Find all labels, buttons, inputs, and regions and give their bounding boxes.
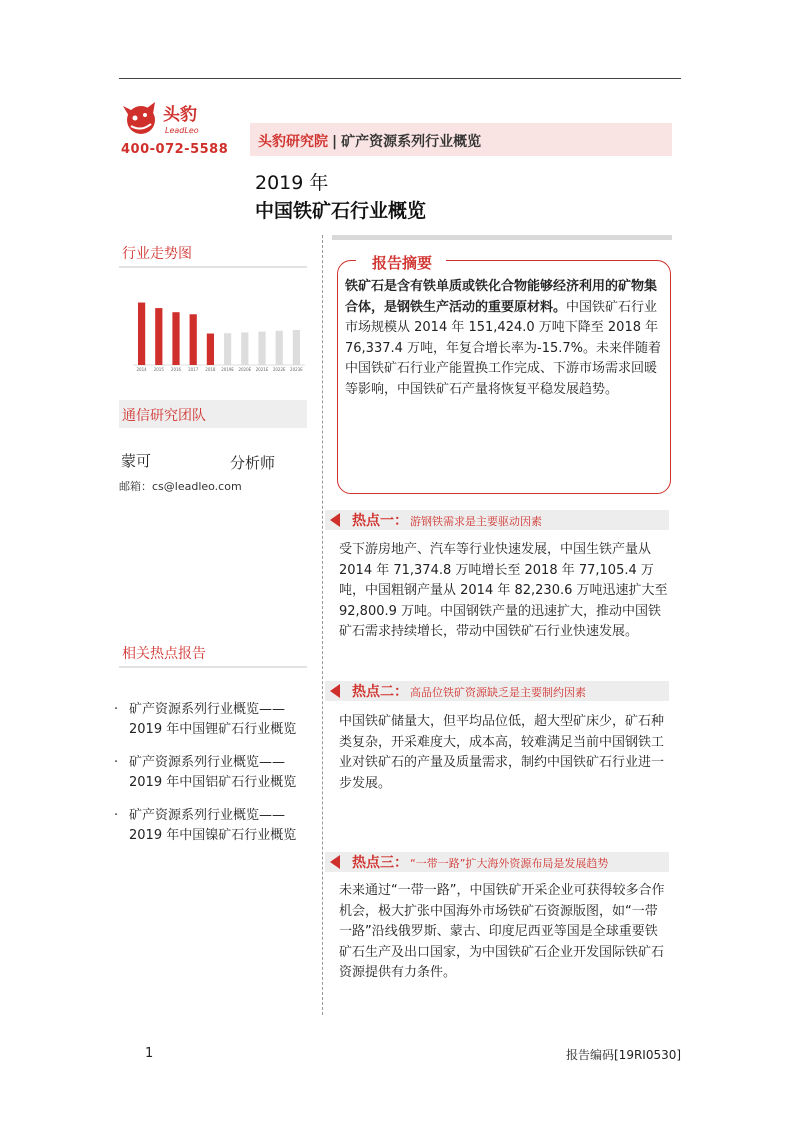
chart-bar bbox=[241, 332, 248, 365]
bullet: · bbox=[114, 808, 119, 823]
triangle-icon bbox=[330, 513, 340, 527]
related-report-item[interactable] bbox=[114, 753, 314, 793]
chart-bar bbox=[207, 334, 214, 365]
related-report-line1: 矿产资源系列行业概览—— bbox=[129, 755, 286, 770]
hotspot-1-body: 受下游房地产、汽车等行业快速发展，中国生铁产量从 2014 年 71,374.8 万吨增长至 2018 年 77,105.4 万吨，中国粗钢产量从 2014 年 82,230.6 万吨迅速扩大至 92,800.9 万吨。中国钢铁产量的迅速扩大，推动中国铁矿石需求持续增长，带动中国铁矿石行业快速发展。 bbox=[339, 542, 668, 639]
summary-text bbox=[345, 277, 663, 400]
chart-bar bbox=[190, 314, 197, 365]
chart-bar bbox=[172, 312, 179, 365]
industry-trend-chart bbox=[119, 283, 309, 373]
report-code: 报告编码[19RI0530] bbox=[566, 1048, 682, 1062]
chart-tick-label: 2014 bbox=[136, 367, 147, 372]
header-separator: | bbox=[332, 134, 338, 150]
hotspot-subtitle: “一带一路”扩大海外资源布局是发展趋势 bbox=[410, 857, 609, 870]
logo-cn-text: 头豹 bbox=[163, 105, 197, 125]
hotspot-2-body: 中国铁矿储量大，但平均品位低，超大型矿床少，矿石种类复杂，开采难度大，成本高，较难满足当前中国钢铁工业对铁矿石的产量及质量需求，制约中国铁矿石行业进一步发展。 bbox=[339, 714, 665, 791]
hotspot-3-header bbox=[325, 852, 669, 872]
summary-title: 报告摘要 bbox=[372, 254, 433, 272]
page-title: 中国铁矿石行业概览 bbox=[255, 200, 427, 222]
bullet: · bbox=[114, 702, 119, 717]
hotspot-1-header bbox=[325, 510, 669, 530]
analyst-name: 蒙可 bbox=[121, 452, 152, 470]
chart-tick-label: 2016 bbox=[170, 367, 182, 372]
chart-tick-label: 2019E bbox=[221, 367, 234, 372]
related-report-line1: 矿产资源系列行业概览—— bbox=[129, 702, 286, 717]
leopard-icon bbox=[123, 102, 155, 134]
header-title bbox=[258, 131, 481, 151]
analyst-email: 邮箱：cs@leadleo.com bbox=[119, 480, 242, 493]
chart-bar bbox=[293, 330, 300, 365]
related-report-item[interactable] bbox=[114, 700, 314, 740]
column-divider bbox=[322, 235, 323, 1015]
hotspot-label: 热点三： bbox=[352, 855, 408, 871]
related-heading: 相关热点报告 bbox=[119, 638, 307, 668]
top-rule bbox=[119, 78, 681, 79]
chart-tick-label: 2018 bbox=[205, 367, 216, 372]
page-number: 1 bbox=[145, 1046, 154, 1061]
chart-bar bbox=[276, 331, 283, 365]
related-report-line2: 2019 年中国锂矿石行业概览 bbox=[129, 722, 297, 737]
logo-en-text: LeadLeo bbox=[165, 126, 199, 135]
chart-tick-label: 2021E bbox=[255, 367, 269, 372]
report-year: 2019 年 bbox=[255, 172, 329, 194]
hotspot-label: 热点一： bbox=[352, 513, 408, 529]
chart-bar bbox=[258, 332, 265, 365]
summary-bold: 铁矿石是含有铁单质或铁化合物能够经济利用的矿物集合体，是钢铁生产活动的重要原材料。 bbox=[345, 279, 658, 315]
chart-tick-label: 2015 bbox=[153, 367, 164, 372]
institute-name: 头豹研究院 bbox=[258, 134, 328, 150]
related-report-line2: 2019 年中国铝矿石行业概览 bbox=[129, 775, 297, 790]
chart-bar bbox=[138, 303, 145, 365]
chart-bar bbox=[224, 333, 231, 365]
triangle-icon bbox=[330, 855, 340, 869]
analyst-role: 分析师 bbox=[230, 454, 276, 472]
chart-bar bbox=[155, 308, 162, 365]
chart-tick-label: 2020E bbox=[238, 367, 252, 372]
hotspot-label: 热点二： bbox=[352, 684, 408, 700]
related-report-line1: 矿产资源系列行业概览—— bbox=[129, 808, 286, 823]
bullet: · bbox=[114, 755, 119, 770]
related-report-item[interactable] bbox=[114, 806, 314, 846]
hotspot-2-header bbox=[325, 681, 669, 701]
related-report-list bbox=[114, 700, 314, 859]
related-report-line2: 2019 年中国镍矿石行业概览 bbox=[129, 828, 297, 843]
chart-tick-label: 2017 bbox=[188, 367, 199, 372]
team-heading: 通信研究团队 bbox=[119, 400, 307, 428]
trend-heading: 行业走势图 bbox=[119, 238, 307, 268]
hotspot-subtitle: 高品位铁矿资源缺乏是主要制约因素 bbox=[410, 686, 586, 699]
chart-tick-label: 2022E bbox=[272, 367, 286, 372]
summary-body: 中国铁矿石行业市场规模从 2014 年 151,424.0 万吨下降至 2018 年 76,337.4 万吨，年复合增长率为-15.7%。未来伴随着中国铁矿石行业产能置换工作完成、下游市场需求回暖等影响，中国铁矿石产量将恢复平稳发展趋势。 bbox=[345, 299, 662, 397]
series-name: 矿产资源系列行业概览 bbox=[341, 134, 482, 150]
summary-top-bar bbox=[332, 235, 672, 240]
triangle-icon bbox=[330, 684, 340, 698]
hotspot-subtitle: 游钢铁需求是主要驱动因素 bbox=[410, 515, 542, 528]
chart-tick-label: 2023E bbox=[290, 367, 303, 372]
phone-number: 400-072-5588 bbox=[121, 142, 229, 157]
hotspot-3-body: 未来通过“一带一路”，中国铁矿开采企业可获得较多合作机会，极大扩张中国海外市场铁矿石资源版图，如“一带一路”沿线俄罗斯、蒙古、印度尼西亚等国是全球重要铁矿石生产及出口国家，为中国铁矿石企业开发国际铁矿石资源提供有力条件。 bbox=[339, 883, 665, 980]
